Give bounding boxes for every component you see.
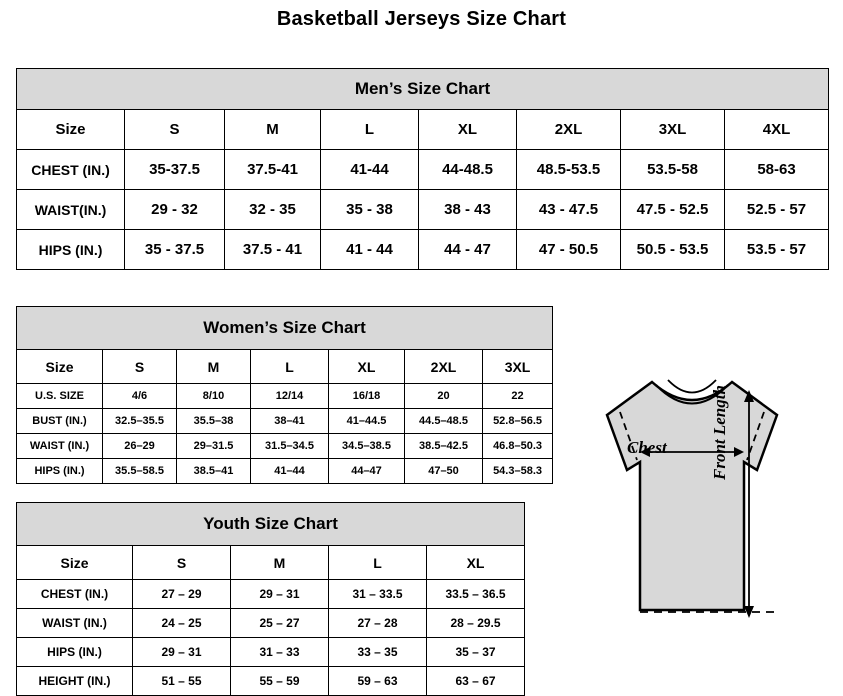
shirt-outline (607, 382, 777, 610)
table-row (17, 667, 525, 696)
mens-cell: 43 - 47.5 (517, 190, 621, 230)
womens-caption: Women’s Size Chart (17, 307, 553, 350)
womens-size-chart (16, 306, 552, 484)
mens-header-xl: XL (419, 110, 517, 150)
womens-cell: 35.5–38 (177, 409, 251, 434)
youth-row-label: CHEST (IN.) (17, 580, 133, 609)
table-row (17, 190, 829, 230)
table-row (17, 384, 553, 409)
mens-row-label: HIPS (IN.) (17, 230, 125, 270)
womens-size-table (16, 306, 553, 484)
womens-cell: 41–44.5 (329, 409, 405, 434)
mens-row-label: WAIST(IN.) (17, 190, 125, 230)
womens-cell: 41–44 (251, 459, 329, 484)
womens-header-xl: XL (329, 350, 405, 384)
womens-row-label: HIPS (IN.) (17, 459, 103, 484)
mens-cell: 52.5 - 57 (725, 190, 829, 230)
womens-cell: 22 (483, 384, 553, 409)
table-row (17, 150, 829, 190)
mens-cell: 44 - 47 (419, 230, 517, 270)
mens-cell: 58-63 (725, 150, 829, 190)
mens-header-4xl: 4XL (725, 110, 829, 150)
table-header-row (17, 546, 525, 580)
mens-cell: 41-44 (321, 150, 419, 190)
womens-cell: 4/6 (103, 384, 177, 409)
mens-cell: 35-37.5 (125, 150, 225, 190)
mens-row-label: CHEST (IN.) (17, 150, 125, 190)
womens-cell: 34.5–38.5 (329, 434, 405, 459)
youth-row-label: HEIGHT (IN.) (17, 667, 133, 696)
youth-cell: 35 – 37 (427, 638, 525, 667)
womens-cell: 54.3–58.3 (483, 459, 553, 484)
womens-row-label: U.S. SIZE (17, 384, 103, 409)
mens-header-3xl: 3XL (621, 110, 725, 150)
youth-cell: 28 – 29.5 (427, 609, 525, 638)
youth-header-l: L (329, 546, 427, 580)
womens-cell: 31.5–34.5 (251, 434, 329, 459)
mens-header-size: Size (17, 110, 125, 150)
youth-cell: 29 – 31 (133, 638, 231, 667)
chest-label: Chest (627, 438, 667, 457)
womens-cell: 47–50 (405, 459, 483, 484)
womens-cell: 35.5–58.5 (103, 459, 177, 484)
youth-size-table (16, 502, 525, 696)
mens-cell: 29 - 32 (125, 190, 225, 230)
youth-cell: 24 – 25 (133, 609, 231, 638)
mens-cell: 44-48.5 (419, 150, 517, 190)
youth-cell: 29 – 31 (231, 580, 329, 609)
youth-row-label: HIPS (IN.) (17, 638, 133, 667)
womens-header-l: L (251, 350, 329, 384)
womens-cell: 46.8–50.3 (483, 434, 553, 459)
mens-cell: 41 - 44 (321, 230, 419, 270)
womens-cell: 20 (405, 384, 483, 409)
mens-cell: 47 - 50.5 (517, 230, 621, 270)
mens-cell: 32 - 35 (225, 190, 321, 230)
womens-header-3xl: 3XL (483, 350, 553, 384)
table-row (17, 434, 553, 459)
mens-cell: 48.5-53.5 (517, 150, 621, 190)
youth-cell: 31 – 33 (231, 638, 329, 667)
mens-size-table (16, 68, 829, 270)
shirt-measurement-diagram (552, 360, 832, 670)
mens-cell: 35 - 37.5 (125, 230, 225, 270)
youth-cell: 59 – 63 (329, 667, 427, 696)
youth-cell: 27 – 28 (329, 609, 427, 638)
table-row (17, 409, 553, 434)
table-row (17, 459, 553, 484)
youth-header-xl: XL (427, 546, 525, 580)
table-header-row (17, 110, 829, 150)
mens-cell: 50.5 - 53.5 (621, 230, 725, 270)
womens-header-size: Size (17, 350, 103, 384)
mens-cell: 38 - 43 (419, 190, 517, 230)
womens-row-label: BUST (IN.) (17, 409, 103, 434)
womens-header-s: S (103, 350, 177, 384)
youth-cell: 63 – 67 (427, 667, 525, 696)
womens-cell: 52.8–56.5 (483, 409, 553, 434)
womens-cell: 38.5–41 (177, 459, 251, 484)
womens-header-m: M (177, 350, 251, 384)
mens-cell: 53.5-58 (621, 150, 725, 190)
womens-cell: 16/18 (329, 384, 405, 409)
mens-header-2xl: 2XL (517, 110, 621, 150)
youth-cell: 33 – 35 (329, 638, 427, 667)
table-caption-row (17, 503, 525, 546)
mens-size-chart (16, 68, 828, 270)
womens-cell: 38–41 (251, 409, 329, 434)
mens-cell: 37.5 - 41 (225, 230, 321, 270)
youth-cell: 31 – 33.5 (329, 580, 427, 609)
womens-cell: 8/10 (177, 384, 251, 409)
womens-cell: 29–31.5 (177, 434, 251, 459)
youth-cell: 33.5 – 36.5 (427, 580, 525, 609)
youth-cell: 55 – 59 (231, 667, 329, 696)
front-length-label: Front Length (710, 385, 729, 480)
womens-header-2xl: 2XL (405, 350, 483, 384)
mens-header-s: S (125, 110, 225, 150)
mens-header-l: L (321, 110, 419, 150)
mens-header-m: M (225, 110, 321, 150)
table-caption-row (17, 307, 553, 350)
mens-cell: 35 - 38 (321, 190, 419, 230)
youth-cell: 51 – 55 (133, 667, 231, 696)
womens-cell: 44–47 (329, 459, 405, 484)
youth-cell: 25 – 27 (231, 609, 329, 638)
womens-row-label: WAIST (IN.) (17, 434, 103, 459)
youth-row-label: WAIST (IN.) (17, 609, 133, 638)
womens-cell: 12/14 (251, 384, 329, 409)
page-title: Basketball Jerseys Size Chart (276, 8, 567, 30)
mens-caption: Men’s Size Chart (17, 69, 829, 110)
youth-cell: 27 – 29 (133, 580, 231, 609)
table-row (17, 580, 525, 609)
table-row (17, 638, 525, 667)
youth-header-m: M (231, 546, 329, 580)
youth-header-size: Size (17, 546, 133, 580)
youth-header-s: S (133, 546, 231, 580)
womens-cell: 32.5–35.5 (103, 409, 177, 434)
table-header-row (17, 350, 553, 384)
womens-cell: 26–29 (103, 434, 177, 459)
table-row (17, 609, 525, 638)
table-caption-row (17, 69, 829, 110)
youth-caption: Youth Size Chart (17, 503, 525, 546)
youth-size-chart (16, 502, 524, 696)
womens-cell: 44.5–48.5 (405, 409, 483, 434)
collar-inner-line (668, 380, 716, 393)
table-row (17, 230, 829, 270)
mens-cell: 37.5-41 (225, 150, 321, 190)
womens-cell: 38.5–42.5 (405, 434, 483, 459)
mens-cell: 47.5 - 52.5 (621, 190, 725, 230)
mens-cell: 53.5 - 57 (725, 230, 829, 270)
jersey-illustration (552, 360, 832, 660)
